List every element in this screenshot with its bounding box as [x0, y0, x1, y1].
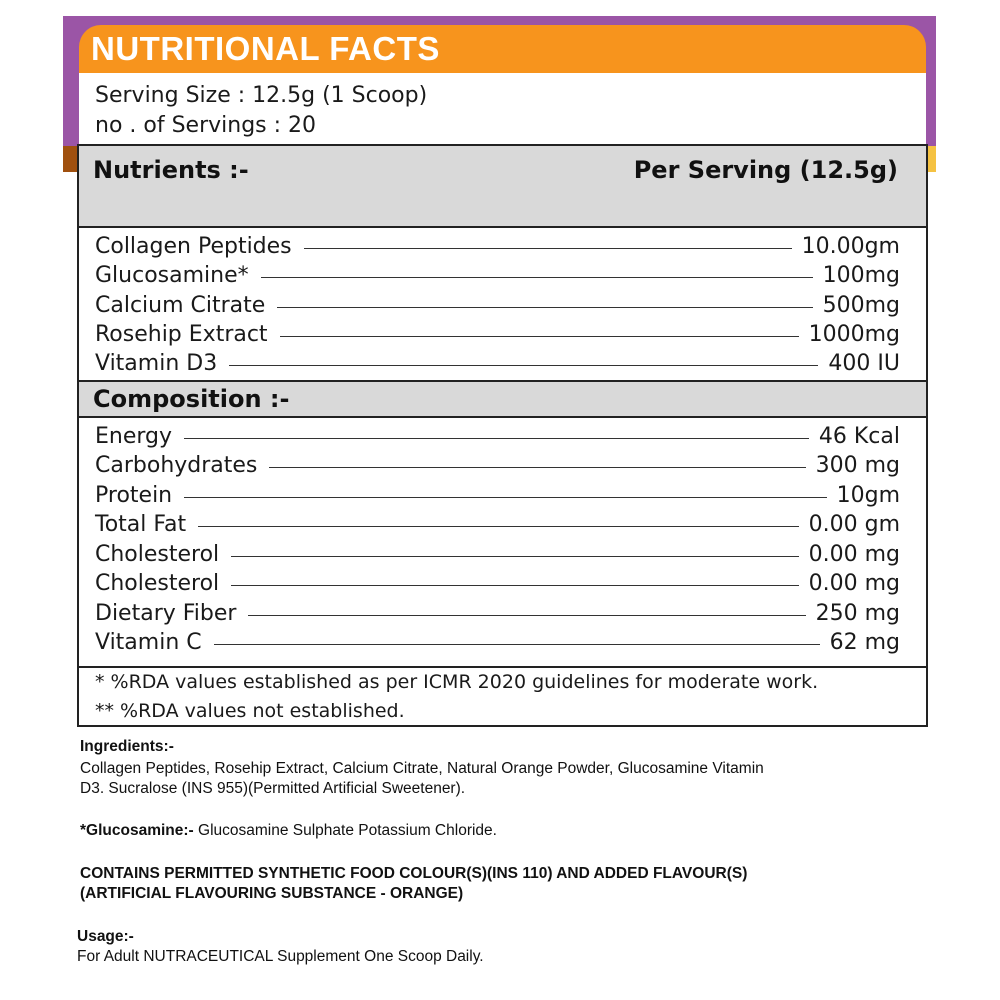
composition-name: Carbohydrates [95, 452, 258, 478]
composition-value: 0.00 gm [808, 511, 900, 537]
leader-line [261, 277, 813, 278]
leader-line [248, 615, 805, 616]
list-item [95, 319, 900, 349]
nutrient-name: Vitamin D3 [95, 350, 218, 376]
composition-value: 250 mg [815, 600, 900, 626]
list-item [95, 539, 900, 569]
composition-name: Total Fat [95, 511, 187, 537]
composition-name: Energy [95, 423, 173, 449]
nutrients-header [79, 146, 926, 228]
list-item [95, 231, 900, 261]
composition-header [79, 380, 926, 418]
leader-line [277, 307, 812, 308]
serving-size: Serving Size : 12.5g (1 Scoop) [95, 83, 428, 108]
composition-value: 62 mg [829, 629, 900, 655]
footnote-not-established: ** %RDA values not established. [95, 700, 405, 722]
list-item [95, 450, 900, 480]
ingredients-heading: Ingredients:- [80, 738, 174, 755]
servings-count: no . of Servings : 20 [95, 113, 317, 138]
nutrient-name: Glucosamine* [95, 262, 249, 288]
composition-name: Vitamin C [95, 629, 202, 655]
glucosamine-note-label: *Glucosamine:- [80, 822, 194, 839]
footnote-divider [79, 666, 926, 668]
ingredients-line-2: D3. Sucralose (INS 955)(Permitted Artificial Sweetener). [80, 780, 466, 797]
list-item [95, 480, 900, 510]
nutrient-name: Collagen Peptides [95, 233, 292, 259]
composition-value: 0.00 mg [808, 541, 900, 567]
label-header [79, 25, 926, 73]
leader-line [231, 556, 798, 557]
composition-name: Protein [95, 482, 173, 508]
leader-line [198, 526, 799, 527]
nutrition-table [77, 144, 928, 727]
leader-line [280, 336, 799, 337]
usage-heading: Usage:- [77, 928, 134, 945]
ingredients-line-1: Collagen Peptides, Rosehip Extract, Calcium Citrate, Natural Orange Powder, Glucosamine Vitamin [80, 760, 764, 777]
list-item [95, 260, 900, 290]
list-item [95, 568, 900, 598]
composition-value: 10gm [836, 482, 900, 508]
list-item [95, 598, 900, 628]
composition-name: Dietary Fiber [95, 600, 237, 626]
composition-name: Cholesterol [95, 570, 220, 596]
nutrient-value: 100mg [822, 262, 900, 288]
nutrient-name: Calcium Citrate [95, 292, 266, 318]
warning-line-2: (ARTIFICIAL FLAVOURING SUBSTANCE - ORANGE) [80, 885, 464, 902]
nutrient-value: 10.00gm [801, 233, 900, 259]
per-serving-label: Per Serving (12.5g) [633, 156, 898, 184]
list-item [95, 627, 900, 657]
usage-text: For Adult NUTRACEUTICAL Supplement One Scoop Daily. [77, 948, 484, 965]
serving-info [79, 73, 926, 146]
composition-value: 0.00 mg [808, 570, 900, 596]
list-item [95, 509, 900, 539]
list-item [95, 290, 900, 320]
composition-name: Cholesterol [95, 541, 220, 567]
leader-line [184, 497, 826, 498]
page-title: NUTRITIONAL FACTS [91, 30, 440, 67]
nutrient-value: 400 IU [828, 350, 900, 376]
leader-line [214, 644, 820, 645]
list-item [95, 421, 900, 451]
nutrient-name: Rosehip Extract [95, 321, 268, 347]
glucosamine-note-text: Glucosamine Sulphate Potassium Chloride. [193, 822, 497, 839]
composition-label: Composition :- [93, 385, 290, 413]
leader-line [184, 438, 809, 439]
nutrient-value: 500mg [822, 292, 900, 318]
list-item [95, 348, 900, 378]
warning-line-1: CONTAINS PERMITTED SYNTHETIC FOOD COLOUR(S)(INS 110) AND ADDED FLAVOUR(S) [80, 865, 748, 882]
leader-line [231, 585, 798, 586]
composition-value: 46 Kcal [818, 423, 900, 449]
footnote-rda: * %RDA values established as per ICMR 2020 guidelines for moderate work. [95, 671, 819, 693]
leader-line [229, 365, 818, 366]
glucosamine-note [80, 822, 497, 840]
nutrients-label: Nutrients :- [93, 156, 249, 184]
nutrient-value: 1000mg [808, 321, 900, 347]
leader-line [304, 248, 792, 249]
leader-line [269, 467, 805, 468]
composition-value: 300 mg [815, 452, 900, 478]
